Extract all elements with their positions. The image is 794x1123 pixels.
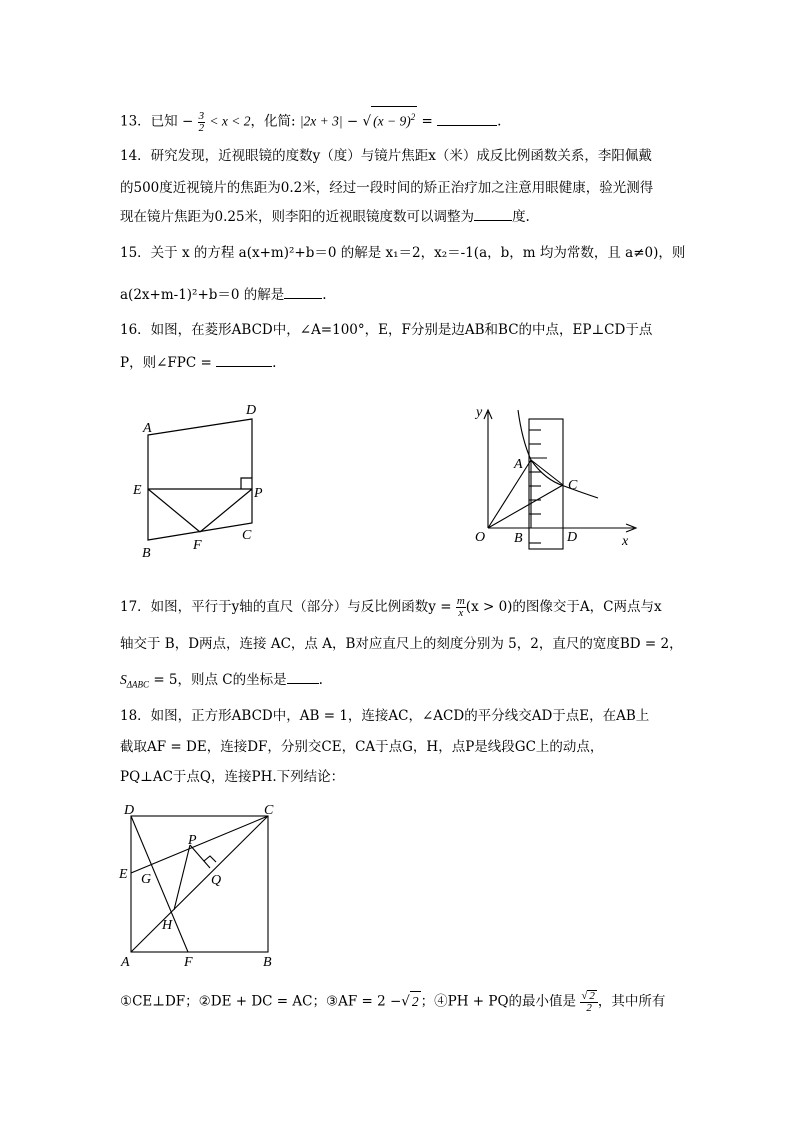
fig18-square-figure	[116, 798, 286, 970]
q15-answer-blank[interactable]	[284, 284, 322, 299]
fig17-label-a: A	[514, 457, 523, 472]
q13-equals: =	[421, 113, 433, 130]
q13-root: (x − 9)	[373, 113, 411, 129]
q17-answer-blank[interactable]	[287, 669, 319, 684]
fig16-line-fp	[200, 489, 252, 532]
q15-line-2-end: .	[322, 287, 327, 303]
fig18-label-g: G	[141, 872, 152, 887]
fig16-label-c: C	[242, 528, 252, 543]
q13-sqrt-sign: √	[362, 113, 372, 130]
fig16-line-ef	[148, 489, 200, 532]
fig17-line-oc	[488, 485, 563, 528]
fig18-label-f: F	[184, 955, 193, 970]
q17-line-3	[120, 669, 323, 695]
q13-cond-rest: < x < 2	[209, 113, 251, 129]
fig16-rhombus-figure	[130, 398, 275, 563]
fig17-line-oa	[488, 460, 531, 528]
q18-line-1: 18．如图，正方形ABCD中，AB = 1，连接AC，∠ACD的平分线交AD于点E，在AB上	[120, 708, 650, 724]
q16-answer-blank[interactable]	[216, 352, 272, 367]
q13-sqrt-body	[371, 106, 417, 132]
q14-line-1: 14．研究发现，近视眼镜的度数y（度）与镜片焦距x（米）成反比例函数关系，李阳佩戴	[120, 148, 652, 164]
fig16-right-angle-mark	[241, 478, 252, 489]
q18-sqrt-sign: √	[401, 993, 410, 1010]
q14-line-3-end: 度.	[512, 209, 530, 225]
q16-line-1: 16．如图，在菱形ABCD中，∠A=100°，E，F分别是边AB和BC的中点，EP⊥CD于点	[120, 322, 653, 338]
q18-frac-num: √ 2	[580, 990, 598, 1003]
q18-line-2: 截取AF = DE，连接DF，分别交CE，CA于点G，H，点P是线段GC上的动点，	[120, 739, 604, 755]
fig17-ruler-figure	[470, 400, 640, 555]
q18-min-fraction	[580, 990, 598, 1014]
q17-area-s: S	[120, 672, 127, 687]
fig18-right-angle-mark	[204, 856, 216, 862]
q18-concl-4: ；④PH + PQ的最小值是	[420, 993, 577, 1010]
q13-cond-num: 3	[198, 109, 205, 122]
fig16-label-b: B	[142, 546, 151, 561]
q13-exp: 2	[410, 112, 416, 122]
fig16-label-d: D	[246, 403, 257, 418]
fig16-label-f: F	[193, 538, 202, 553]
q18-concl-end: ，其中所有	[597, 993, 666, 1010]
q18-conclusions	[120, 990, 665, 1014]
q16-line-2	[120, 352, 276, 373]
q18-frac-den: 2	[586, 1002, 592, 1014]
q13-abs: |2x + 3|	[299, 113, 343, 129]
q15-line-2-text: a(2x+m-1)²+b＝0 的解是	[120, 287, 285, 303]
q18-root2: 2	[410, 991, 421, 1012]
fig16-label-a: A	[143, 421, 152, 436]
q17-frac-num: m	[456, 595, 465, 607]
q13-prefix: 13．已知	[120, 113, 178, 130]
q17-area-sub: ΔABC	[126, 679, 150, 690]
fig18-label-h: H	[162, 918, 173, 933]
q16-line-2-text: P，则∠FPC =	[120, 355, 212, 371]
q14-line-3	[120, 206, 530, 227]
fig17-label-o: O	[475, 530, 486, 545]
q15-line-2	[120, 284, 327, 305]
fig18-line-df	[131, 816, 188, 952]
fig16-rhombus	[148, 419, 252, 540]
fig18-line-pq	[190, 845, 210, 868]
fig18-label-d: D	[124, 803, 135, 818]
fig18-line-ph	[174, 845, 190, 910]
fig16-label-p: P	[254, 486, 263, 501]
q13-cond-den: 2	[198, 121, 205, 134]
q18-line-3: PQ⊥AC于点Q，连接PH.下列结论：	[120, 769, 345, 785]
q15-line-1: 15．关于 x 的方程 a(x+m)²+b＝0 的解是 x₁＝2，x₂＝-1(a，b，m 均为常数，且 a≠0)，则	[120, 245, 686, 261]
q13-cond-fraction	[198, 111, 206, 134]
fig17-label-y: y	[476, 405, 483, 420]
q13-line	[120, 106, 501, 134]
q13-end: .	[497, 113, 502, 130]
fig18-label-a: A	[121, 955, 130, 970]
fig17-label-c: C	[568, 478, 578, 493]
q17-line-3-text: = 5，则点 C的坐标是	[153, 672, 287, 688]
q16-line-2-end: .	[272, 355, 277, 371]
fig17-label-x: x	[622, 534, 629, 549]
fig18-label-e: E	[119, 867, 128, 882]
q14-answer-blank[interactable]	[474, 206, 512, 221]
fig18-label-c: C	[264, 803, 274, 818]
fig18-line-ac	[131, 816, 268, 952]
q14-line-2: 的500度近视镜片的焦距为0.2米，经过一段时间的矫正治疗加之注意用眼健康，验光测得	[120, 180, 654, 196]
q13-minus: −	[346, 113, 359, 130]
fig16-label-e: E	[133, 483, 142, 498]
q18-frac-num-root: 2	[589, 990, 595, 1002]
q17-line-1-rest: (x > 0)的图像交于A，C两点与x	[465, 599, 662, 615]
q17-line-1-text: 17．如图，平行于y轴的直尺（部分）与反比例函数y =	[120, 599, 452, 615]
fig17-label-d: D	[567, 530, 578, 545]
q14-line-3-text: 现在镜片焦距为0.25米，则李阳的近视眼镜度数可以调整为	[120, 209, 475, 225]
q17-line-2: 轴交于 B，D两点，连接 AC，点 A，B对应直尺上的刻度分别为 5，2，直尺的宽度BD = 2，	[120, 636, 683, 652]
q13-cond-minus: −	[181, 113, 194, 130]
q13-answer-blank[interactable]	[437, 111, 497, 126]
fig17-hyperbola	[518, 410, 598, 498]
fig18-label-q: Q	[211, 873, 222, 888]
fig18-label-b: B	[263, 955, 272, 970]
q17-frac-den: x	[458, 607, 464, 619]
fig18-label-p: P	[188, 833, 197, 848]
q18-concl-1-3: ①CE⊥DF；②DE + DC = AC；③AF = 2 −	[120, 993, 402, 1010]
q17-fraction	[456, 596, 466, 619]
q17-line-1	[120, 596, 662, 619]
fig17-ruler-ticks	[529, 430, 547, 543]
q17-line-3-end: .	[318, 672, 323, 688]
q13-mid: ，化简:	[250, 113, 296, 130]
fig17-label-b: B	[514, 531, 523, 546]
